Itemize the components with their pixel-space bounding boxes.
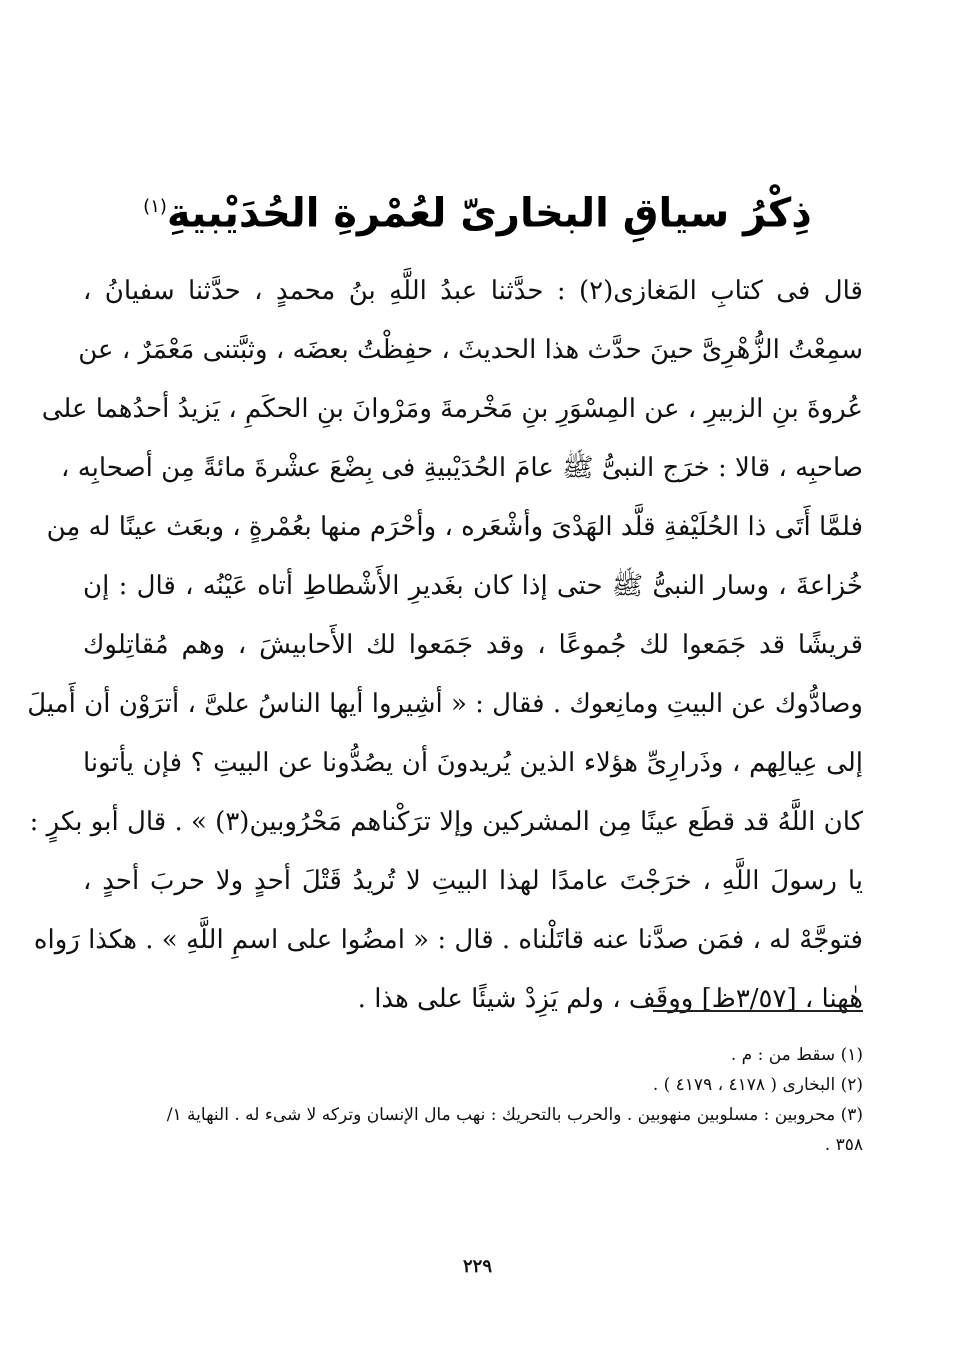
chapter-title [0, 177, 955, 243]
text-line: فلمَّا أَتَى ذا الحُلَيْفةِ قلَّد الهَدْىَ وأشْعَره ، وأحْرَم منها بعُمْرةٍ ، وبعَث عينًا له مِن [46, 512, 863, 542]
footnotes [83, 1040, 863, 1160]
page-number: ٢٢٩ [462, 1256, 492, 1277]
text-line: كان اللَّهُ قد قطَع عينًا مِن المشركين وإلا ترَكْناهم مَحْرُوبين(٣) » . قال أبو بكرٍ : [29, 807, 863, 837]
text-line: وصادُّوك عن البيتِ ومانِعوك . فقال : « أشِيروا أيها الناسُ علىَّ ، أترَوْن أن أَميلَ [27, 689, 863, 719]
text-line: عُروةَ بنِ الزبيرِ ، عن المِسْوَرِ بنِ مَخْرمةَ ومَرْوانَ بنِ الحكَمِ ، يَزيدُ أحدُهما على [41, 394, 863, 424]
text-line: قال فى كتابِ المَغازى(٢) : حدَّثنا عبدُ اللَّهِ بنُ محمدٍ ، حدَّثنا سفيانُ ، [83, 276, 863, 306]
text-line: فتوجَّهْ له ، فمَن صدَّنا عنه قاتَلْناه . قال : « امضُوا على اسمِ اللَّهِ » . هكذا رَواه [33, 925, 863, 955]
title-footnote-marker: (١) [143, 195, 167, 217]
footnote-separator [653, 1010, 863, 1012]
text-line: قريشًا قد جَمَعوا لك جُموعًا ، وقد جَمَعوا لك الأَحابيشَ ، وهم مُقاتِلوك [83, 630, 863, 660]
footnote: ٣٥٨ . [824, 1135, 863, 1155]
text-line: خُزاعةَ ، وسار النبىُّ ﷺ حتى إذا كان بغَديرِ الأَشْطاطِ أتاه عَيْنُه ، قال : إن [83, 571, 863, 601]
text-line: صاحبِه ، قالا : خرَج النبىُّ ﷺ عامَ الحُدَيْبيةِ فى بِضْعَ عشْرةَ مائةً مِن أصحابِه ، [61, 453, 863, 483]
text-line: هٰهنا ، [٣/٥٧ظ] ووقَف ، ولم يَزِدْ شيئًا على هذا . [357, 984, 863, 1014]
text-line: سمِعْتُ الزُّهْرِىَّ حينَ حدَّث هذا الحديثَ ، حفِظْتُ بعضَه ، وثبَّتنى مَعْمَرٌ ، عن [78, 335, 863, 365]
footnote: (٣) محروبين : مسلوبين منهوبين . والحرب بالتحريك : نهب مال الإنسان وتركه لا شىء له . النهاية ١/ [166, 1105, 863, 1125]
chapter-title-text: ذِكْرُ سياقِ البخارىّ لعُمْرةِ الحُدَيْبيةِ [166, 190, 812, 237]
text-line: يا رسولَ اللَّهِ ، خرَجْتَ عامدًا لهذا البيتِ لا تُريدُ قَتْلَ أحدٍ ولا حربَ أحدٍ ، [83, 866, 863, 896]
footnote: (٢) البخارى ( ٤١٧٨ ، ٤١٧٩ ) . [652, 1075, 863, 1095]
main-text [27, 262, 863, 1029]
text-line: إلى عِيالِهم ، وذَرارِىِّ هؤلاء الذين يُريدونَ أن يصُدُّونا عن البيتِ ؟ فإن يأتونا [83, 748, 863, 778]
footnote: (١) سقط من : م . [730, 1045, 863, 1065]
